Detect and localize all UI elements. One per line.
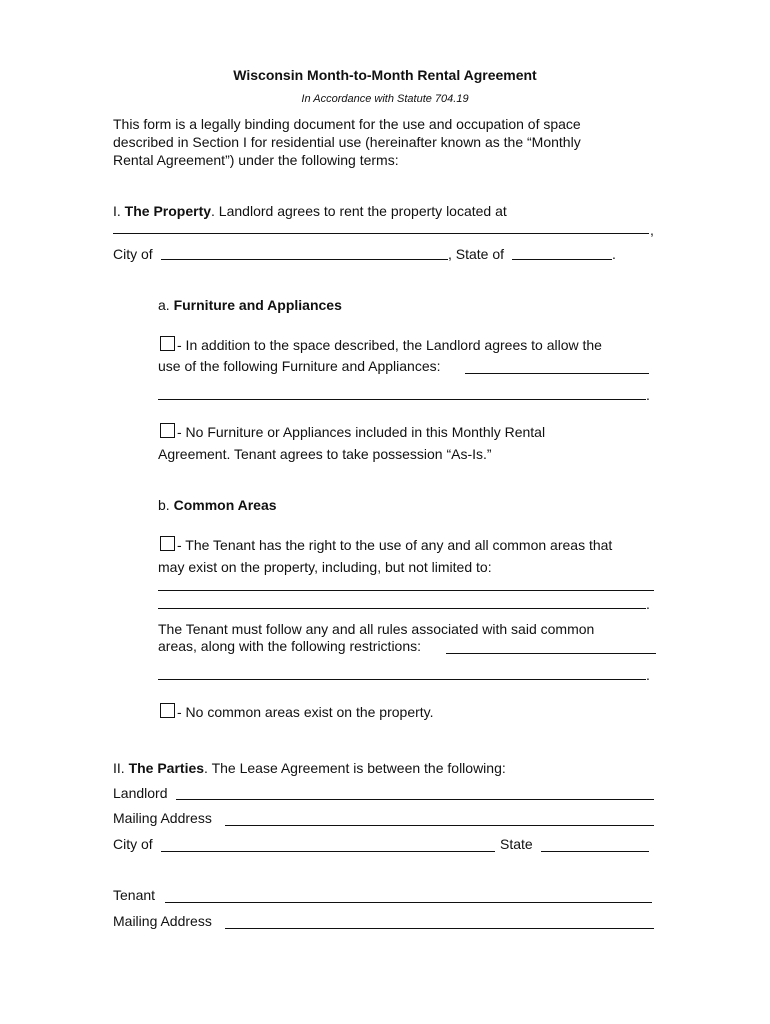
intro-line-1: This form is a legally binding document for the use and occupation of space [113,116,581,132]
common-areas-title: Common Areas [173,497,277,513]
common-areas-checkbox[interactable] [160,536,175,551]
landlord-state-field[interactable] [541,851,649,852]
common-areas-option1-line2: may exist on the property, including, but not limited to: [158,559,492,575]
property-state-field[interactable] [512,259,612,260]
restrictions-field-2[interactable] [158,679,646,680]
rules-line-2: areas, along with the following restrictions: [158,638,422,654]
section-2-heading [113,759,506,777]
intro-line-2: described in Section I for residential use (hereinafter known as the “Monthly [113,134,581,150]
furniture-option2-line1: - No Furniture or Appliances included in this Monthly Rental [177,424,546,440]
rules-line-1: The Tenant must follow any and all rules associated with said common [158,621,595,637]
furniture-option1-line2: use of the following Furniture and Appliances: [158,358,441,374]
common-areas-prefix: b. [158,497,174,513]
tenant-mailing-field[interactable] [225,928,654,929]
section-1-heading [113,202,507,220]
furniture-list-field[interactable] [465,373,649,374]
furniture-included-checkbox[interactable] [160,336,175,351]
section-2-title: The Parties [128,760,205,776]
document-title: Wisconsin Month-to-Month Rental Agreement [233,67,537,83]
common-areas-option2: - No common areas exist on the property. [177,704,434,720]
furniture-prefix: a. [158,297,174,313]
property-city-field[interactable] [161,259,448,260]
no-furniture-checkbox[interactable] [160,423,175,438]
landlord-mailing-field[interactable] [225,825,654,826]
address-comma: , [650,222,654,238]
state-period: . [612,246,616,262]
section-1-title: The Property [124,203,212,219]
landlord-city-field[interactable] [161,851,495,852]
furniture-period: . [646,387,650,403]
furniture-heading [158,296,342,314]
tenant-mailing-label: Mailing Address [113,913,212,929]
landlord-name-field[interactable] [176,799,654,800]
document-subtitle: In Accordance with Statute 704.19 [301,93,469,105]
section-2-numeral: II. [113,760,129,776]
restrictions-field-1[interactable] [446,653,656,654]
section-1-numeral: I. [113,203,125,219]
common-areas-field-2[interactable] [158,608,646,609]
state-label: , State of [448,246,505,262]
city-label: City of [113,246,153,262]
common-areas-period: . [646,596,650,612]
furniture-option2-line2: Agreement. Tenant agrees to take possession “As-Is.” [158,446,492,462]
section-2-text: . The Lease Agreement is between the following: [204,760,506,776]
common-areas-option1-line1: - The Tenant has the right to the use of any and all common areas that [177,537,613,553]
restrictions-period: . [646,667,650,683]
no-common-areas-checkbox[interactable] [160,703,175,718]
furniture-title: Furniture and Appliances [173,297,342,313]
tenant-name-field[interactable] [165,902,652,903]
property-address-field[interactable] [113,233,649,234]
landlord-mailing-label: Mailing Address [113,810,212,826]
landlord-label: Landlord [113,785,168,801]
furniture-option1-line1: - In addition to the space described, the Landlord agrees to allow the [177,337,602,353]
section-1-text: . Landlord agrees to rent the property located at [211,203,507,219]
furniture-list-field-2[interactable] [158,399,646,400]
landlord-city-label: City of [113,836,153,852]
intro-line-3: Rental Agreement”) under the following terms: [113,152,399,168]
landlord-state-label: State [500,836,533,852]
common-areas-field-1[interactable] [158,590,654,591]
tenant-label: Tenant [113,887,156,903]
common-areas-heading [158,496,277,514]
